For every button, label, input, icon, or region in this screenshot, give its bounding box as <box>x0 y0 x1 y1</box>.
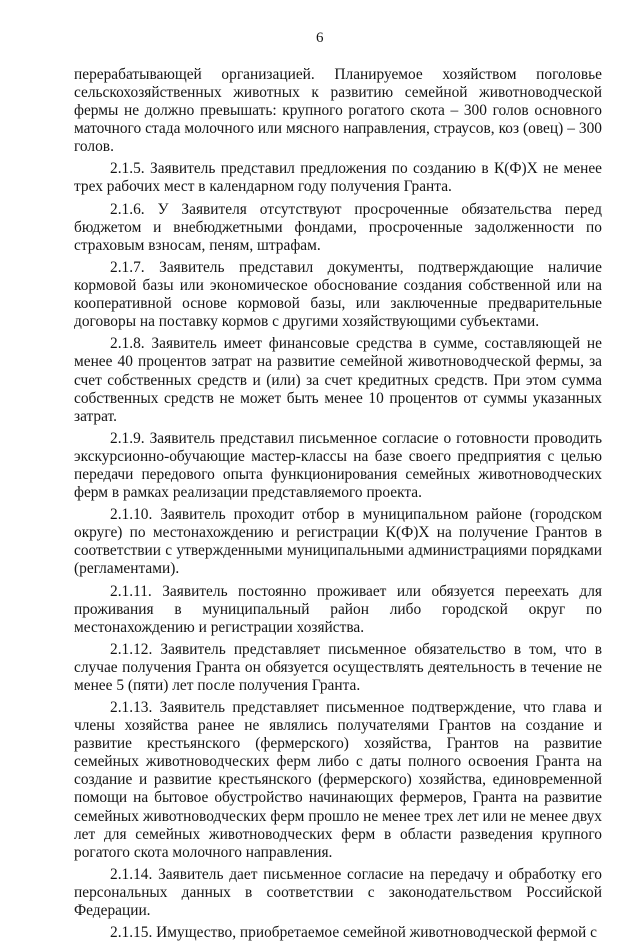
page-number: 6 <box>316 30 324 46</box>
paragraph-2-1-8: 2.1.8. Заявитель имеет финансовые средства в сумме, составляющей не менее 40 процентов затрат на развитие семейной животноводческой фермы, за счет собственных средств и (или) за счет кредитных средств. При этом сумма собственных средств не может быть менее 10 процентов от суммы указанных затрат. <box>74 335 602 425</box>
paragraph-2-1-11: 2.1.11. Заявитель постоянно проживает или обязуется переехать для проживания в муниципальный район либо городской округ по местонахождению и регистрации хозяйства. <box>74 582 602 636</box>
paragraph-2-1-13: 2.1.13. Заявитель представляет письменное подтверждение, что глава и члены хозяйства ранее не являлись получателями Грантов на создание и развитие крестьянского (фермерского) хозяйства, Грантов на развитие семейных животноводческих ферм либо с даты полного освоения Гранта на создание и развитие крестьянского (фермерского) хозяйства, единовременной помощи на бытовое обустройство начинающих фермеров, Гранта на развитие семейных животноводческих ферм прошло не менее трех лет или не менее двух лет для семейных животноводческих ферм в области разведения крупного рогатого скота молочного направления. <box>74 699 602 861</box>
paragraph-2-1-9: 2.1.9. Заявитель представил письменное согласие о готовности проводить экскурсионно-обучающие мастер-классы на базе своего предприятия с целью передачи передового опыта функционирования семейных животноводческих ферм в рамках реализации представляемого проекта. <box>74 429 602 501</box>
paragraph-2-1-15: 2.1.15. Имущество, приобретаемое семейной животноводческой фермой с <box>110 924 597 942</box>
paragraph-2-1-12: 2.1.12. Заявитель представляет письменное обязательство в том, что в случае получения Гранта он обязуется осуществлять деятельность в течение не менее 5 (пяти) лет после получения Гранта. <box>74 640 602 694</box>
document-body <box>74 66 602 946</box>
paragraph-2-1-10: 2.1.10. Заявитель проходит отбор в муниципальном районе (городском округе) по местонахождению и регистрации К(Ф)Х на получение Грантов в соответствии с утвержденными муниципальными администрациями порядками (регламентами). <box>74 506 602 578</box>
paragraph-2-1-14: 2.1.14. Заявитель дает письменное согласие на передачу и обработку его персональных данных в соответствии с законодательством Российской Федерации. <box>74 865 602 919</box>
paragraph-2-1-5: 2.1.5. Заявитель представил предложения по созданию в К(Ф)Х не менее трех рабочих мест в календарном году получения Гранта. <box>74 160 602 196</box>
paragraph-2-1-6: 2.1.6. У Заявителя отсутствуют просроченные обязательства перед бюджетом и внебюджетными фондами, просроченные задолженности по страховым взносам, пеням, штрафам. <box>74 200 602 254</box>
paragraph-continuation: перерабатывающей организацией. Планируемое хозяйством поголовье сельскохозяйственных животных к развитию семейной животноводческой фермы не должно превышать: крупного рогатого скота – 300 голов основного маточного стада молочного или мясного направления, страусов, коз (овец) – 300 голов. <box>74 66 602 156</box>
paragraph-2-1-7: 2.1.7. Заявитель представил документы, подтверждающие наличие кормовой базы или экономическое обоснование создания собственной или на кооперативной основе кормовой базы, или заключенные предварительные договоры на поставку кормов с другими хозяйствующими субъектами. <box>74 259 602 331</box>
